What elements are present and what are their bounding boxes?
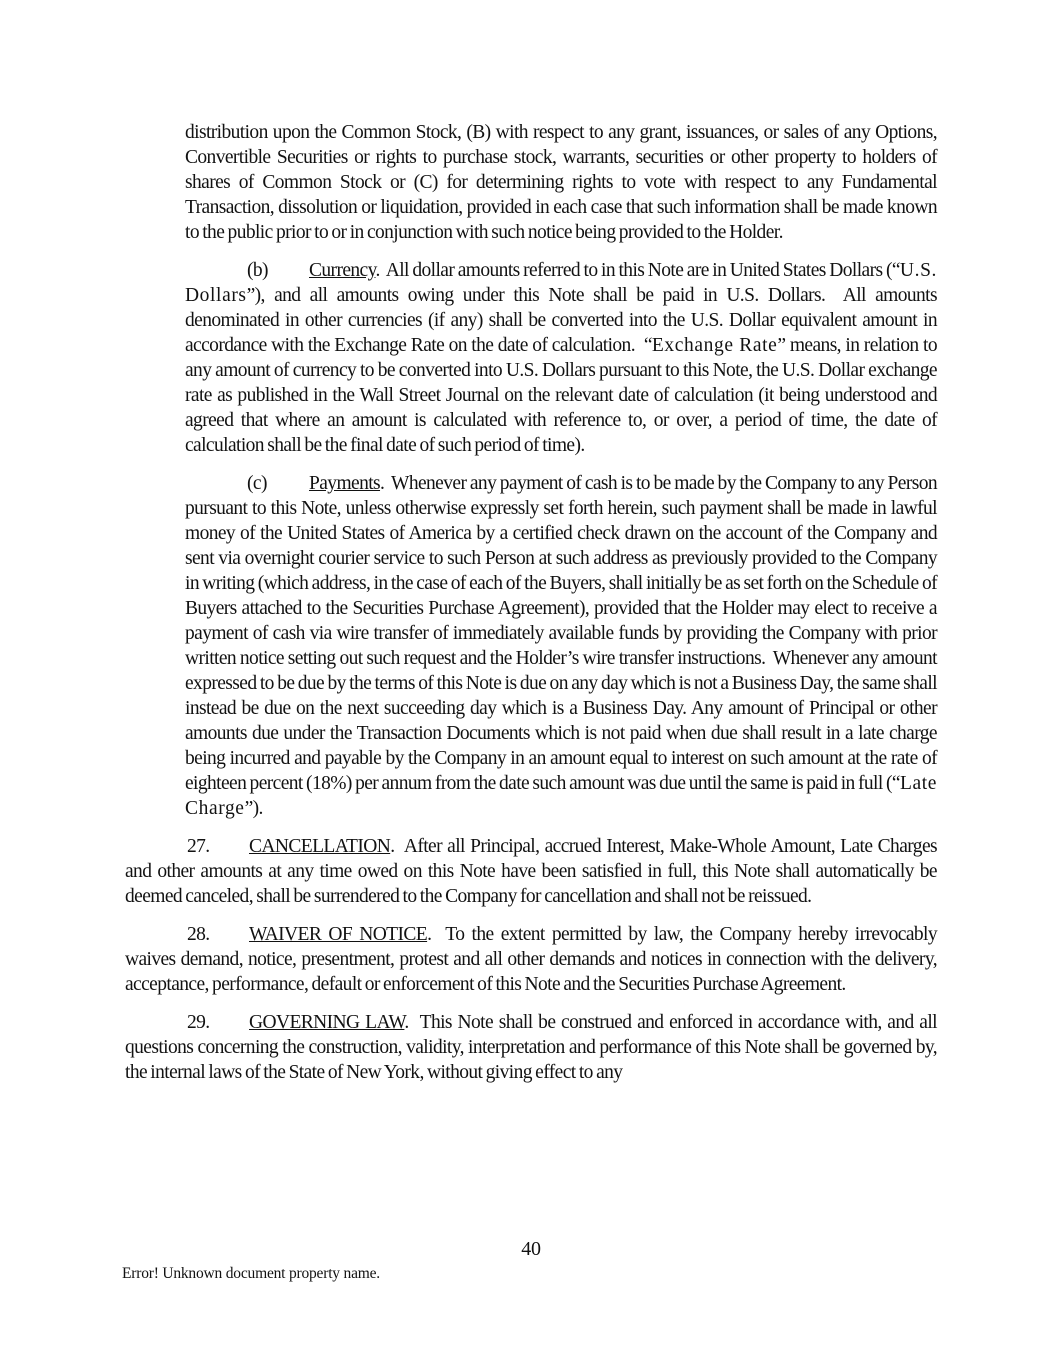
page-number: 40 <box>521 1238 541 1260</box>
clause-c-payments <box>185 471 942 821</box>
paragraph-distribution-continuation <box>185 120 941 245</box>
clause-b-currency <box>185 258 942 458</box>
clause-label: (c) <box>247 473 267 494</box>
defined-term-us-dollars: U.S. Dollars <box>185 260 942 306</box>
paragraph-text: . This Note shall be construed and enforced in accordance with, and all questions concerning the construction, validity, interpretation and performance of this Note shall be governed by, the internal laws of the State of New York, without giving effect to any <box>125 1012 941 1083</box>
section-29-governing-law <box>125 1010 941 1085</box>
section-number: 29. <box>187 1012 210 1033</box>
section-number: 27. <box>187 836 210 857</box>
paragraph-text: distribution upon the Common Stock, (B) with respect to any grant, issuances, or sales of any Options, Convertible Securities or rights to purchase stock, warrants, securities or other property to holders of shares of Common Stock or (C) for determining rights to vote with respect to any Fundamental Transaction, dissolution or liquidation, provided in each case that such information shall be made known to the public prior to or in conjunction with such notice being provided to the Holder. <box>185 122 941 243</box>
defined-term-exchange-rate: Exchange Rate <box>651 335 778 356</box>
paragraph-text: . Whenever any payment of cash is to be made by the Company to any Person pursuant to this Note, unless otherwise expressly set forth herein, such payment shall be made in lawful money of the United States of America by a certified check drawn on the account of the Company and sent via overnight courier service to such Person at such address as previously provided to the Company in writing (which address, in the case of each of the Buyers, shall initially be as set forth on the Schedule of Buyers attached to the Securities Purchase Agreement), provided that the Holder may elect to receive a payment of cash via wire transfer of immediately available funds by providing the Company with prior written notice setting out such request and the Holder’s wire transfer instructions. Whenever any amount expressed to be due by the terms of this Note is due on any day which is not a Business Day, the same shall instead be due on the next succeeding day which is a Business Day. Any amount of Principal or other amounts due under the Transaction Documents which is not paid when due shall result in a late charge being incurred and payable by the Company in an amount equal to interest on such amount at the rate of eighteen percent (18%) per annum from the date such amount was due until the same is paid in full (“ <box>185 473 941 794</box>
footer-error-note: Error! Unknown document property name. <box>122 1265 380 1282</box>
paragraph-text: ”). <box>244 798 263 819</box>
document-body <box>125 120 942 1098</box>
section-heading: WAIVER OF NOTICE <box>249 924 428 945</box>
section-number: 28. <box>187 924 210 945</box>
clause-label: (b) <box>247 260 268 281</box>
paragraph-text: ”), and all amounts owing under this Note shall be paid in U.S. Dollars. All amounts denominated in other currencies (if any) shall be converted into the U.S. Dollar equivalent amount in accordance with the Exchange Rate on the date of calculation. “ <box>185 285 941 356</box>
paragraph-text: ” means, in relation to any amount of currency to be converted into U.S. Dollars pursuant to this Note, the U.S. Dollar exchange rate as published in the Wall Street Journal on the relevant date of calculation (it being understood and agreed that where an amount is calculated with reference to, or over, a period of time, the date of calculation shall be the final date of such period of time). <box>185 335 941 456</box>
section-28-waiver-of-notice <box>125 922 941 997</box>
section-heading: CANCELLATION <box>249 836 391 857</box>
section-27-cancellation <box>125 834 941 909</box>
clause-heading: Currency <box>309 260 376 281</box>
clause-heading: Payments <box>309 473 381 494</box>
defined-term-late-charge: Late Charge <box>185 773 942 819</box>
paragraph-text: . To the extent permitted by law, the Company hereby irrevocably waives demand, notice, presentment, protest and all other demands and notices in connection with the delivery, acceptance, performance, default or enforcement of this Note and the Securities Purchase Agreement. <box>125 924 941 995</box>
paragraph-text: . After all Principal, accrued Interest, Make-Whole Amount, Late Charges and other amounts at any time owed on this Note have been satisfied in full, this Note shall automatically be deemed canceled, shall be surrendered to the Company for cancellation and shall not be reissued. <box>125 836 941 907</box>
paragraph-text: . All dollar amounts referred to in this Note are in United States Dollars (“ <box>375 260 900 281</box>
section-heading: GOVERNING LAW <box>249 1012 405 1033</box>
